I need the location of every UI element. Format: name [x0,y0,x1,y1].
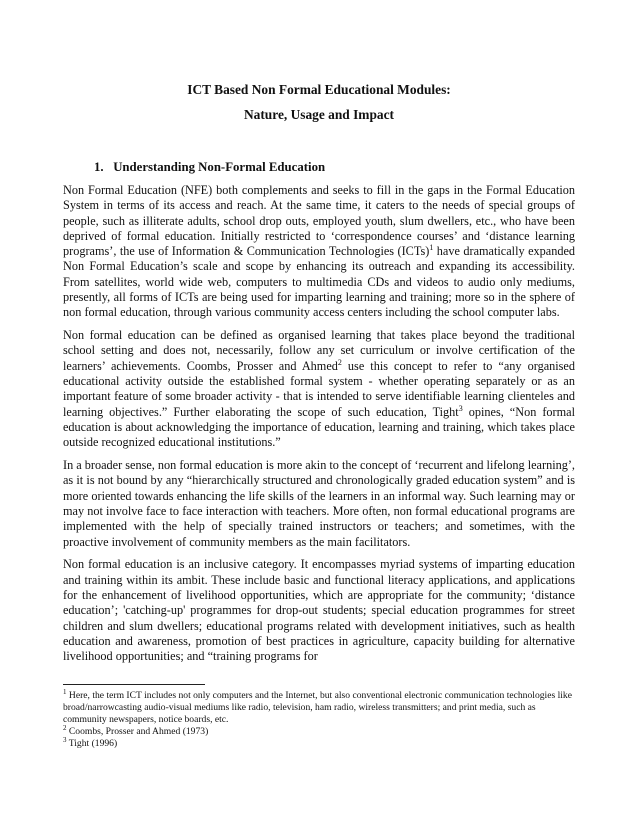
paragraph-2 [63,328,575,450]
paragraph-1-part-a: Non Formal Education (NFE) both complements and seeks to fill in the gaps in the Formal Education System in terms of its access and reach. At the same time, it caters to the needs of special groups of people, such as illiterate adults, school drop outs, employed youth, slum dwellers, etc., who have been deprived of formal education. Initially restricted to ‘correspondence courses’ and ‘distance learning programs’, the use of Information & Communication Technologies (ICTs) [63,183,575,259]
footnote-2 [63,726,575,738]
paragraph-3: In a broader sense, non formal education is more akin to the concept of ‘recurrent and lifelong learning’, as it is not bound by any “hierarchically structured and chronologically graded education system” and is more oriented towards enhancing the life skills of the learners in an informal way. Such learning may or may not involve face to face interaction with teachers. More often, non formal educational programs are implemented with the help of specially trained instructors or teachers; and sometimes, with the proactive involvement of community members as the main facilitators. [63,458,575,549]
footnote-mark: 1 [63,687,67,696]
paragraph-4: Non formal education is an inclusive category. It encompasses myriad systems of imparting education and training within its ambit. These include basic and functional literacy applications, and applications for the enhancement of livelihood opportunities, which are appropriate for the community; ‘distance education’; 'catching-up' programmes for drop-out students; special education programmes for street children and slum dwellers; educational programs related with development initiatives, such as health education and awareness, promotion of best practices in agriculture, capacity building for alternative livelihood opportunities; and “training programs for [63,557,575,664]
paragraph-1-part-b: have dramatically expanded Non Formal Education’s scale and scope by enhancing its outreach and expanding its accessibility. From satellites, world wide web, computers to multimedia CDs and videos to audio only mediums, presently, all forms of ICTs are being used for imparting learning and training; more so in the sphere of non formal education, through various community access centers including the school computer labs. [63,244,576,320]
footnote-mark: 2 [63,724,67,733]
footnote-ref-1: 1 [429,243,434,253]
footnote-ref-2: 2 [337,357,342,367]
footnote-3 [63,738,575,750]
document-subtitle: Nature, Usage and Impact [243,107,395,122]
footnote-mark: 3 [63,736,67,745]
footnote-ref-3: 3 [458,403,463,413]
body-text [63,183,575,672]
paragraph-1 [63,183,575,321]
footnote-text: Tight (1996) [66,738,118,750]
paragraph-2-part-c: opines, “Non formal education is about acknowledging the importance of education, learning and training, which takes place outside recognized educational institutions.” [63,404,576,450]
paragraph-2-part-b: use this concept to refer to “any organised educational activity outside the established formal system - whether operating separately or as an important feature of some broader activity - that is intended to serve identifiable learning clienteles and learning objectives.” Further elaborating the scope of such education, Tight [63,358,575,419]
footnotes [63,687,575,750]
footnote-1 [63,687,575,726]
footnote-text: Here, the term ICT includes not only computers and the Internet, but also conventional electronic communication technologies like broad/narrowcasting audio-visual mediums like radio, television, ham radio, wireless transmitters; and print media, such as community newspapers, notice boards, etc. [63,690,572,726]
section-heading: 1. Understanding Non-Formal Education [94,160,326,174]
footnote-text: Coombs, Prosser and Ahmed (1973) [66,726,209,738]
document-title: ICT Based Non Formal Educational Modules: [187,82,451,97]
paragraph-2-part-a: Non formal education can be defined as organised learning that takes place beyond the traditional school setting and does not, necessarily, follow any set curriculum or involve certification of the learners’ achievements. Coombs, Prosser and Ahmed [63,328,575,373]
footnote-divider [63,684,205,685]
